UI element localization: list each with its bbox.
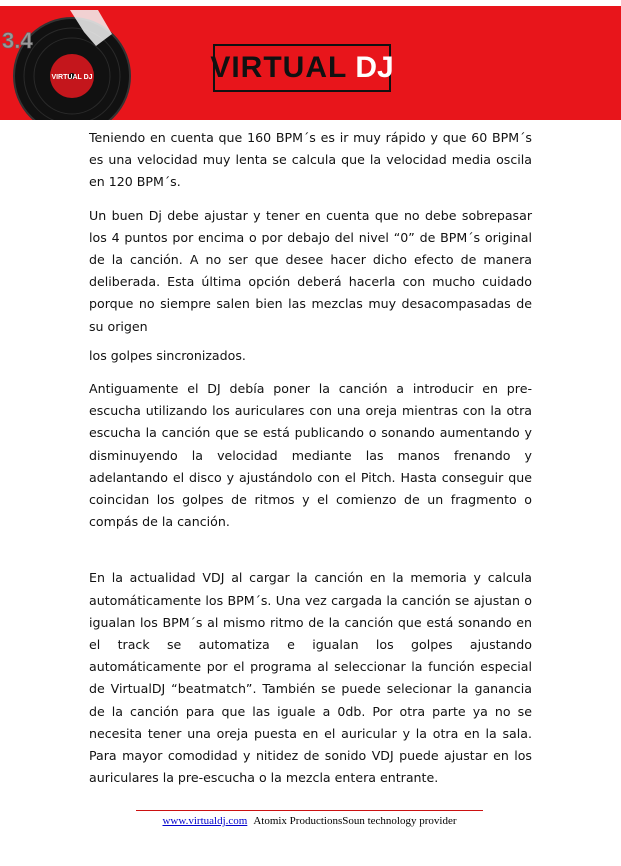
disc-label: VIRTUAL DJ (51, 74, 93, 81)
page-footer (136, 815, 483, 827)
paragraph: Antiguamente el DJ debía poner la canción a introducir en pre-escucha utilizando los auriculares con una oreja mientras con la otra escucha la canción que se está publicando o sonando aumentando y disminuyendo la velocidad mediante las manos frenando y adelantando el disco y ajustándolo con el Pitch. Hasta conseguir que coincidan los golpes de ritmos y el comienzo de un fragmento o compás de la canción. (89, 381, 532, 530)
page-header (0, 6, 621, 120)
paragraph: Teniendo en cuenta que 160 BPM´s es ir muy rápido y que 60 BPM´s es una velocidad muy lenta se calcula que la velocidad media oscila en 120 BPM´s. (89, 130, 532, 190)
paragraph: los golpes sincronizados. (89, 347, 246, 363)
footer-divider (136, 810, 483, 811)
virtualdj-logo (210, 44, 394, 92)
logo-word-virtual: VIRTUAL (210, 51, 348, 84)
paragraph: En la actualidad VDJ al cargar la canción en la memoria y calcula automáticamente los BPM´s. Una vez cargada la canción se ajustan o igualan los BPM´s al mismo ritmo de la canción que está sonando en el track se automatiza e igualan los golpes ajustando automáticamente por el programa al seleccionar la función especial de VirtualDJ “beatmatch”. También se puede selecionar la ganancia de la canción para que las iguale a 0db. Por otra parte ya no se necesita tener una oreja puesta en el auricular y la otra en la sala. Para mayor comodidad y nitidez de sonido VDJ puede ajustar en los auriculares la pre-escucha o la mezcla entera entrante. (89, 570, 532, 786)
footer-text: Atomix ProductionsSoun technology provider (253, 815, 457, 827)
document-body (89, 127, 532, 800)
paragraph: Un buen Dj debe ajustar y tener en cuenta que no debe sobrepasar los 4 puntos por encima o por debajo del nivel “0” de BPM´s original de la canción. A no ser que desee hacer dicho efecto de manera deliberada. Esta última opción deberá hacerla con mucho cuidado porque no siempre salen bien las mezclas muy desacompasadas de su origen (89, 207, 532, 334)
logo-word-dj: DJ (355, 51, 394, 84)
version-number: 3.4 (2, 28, 33, 53)
vinyl-disc-logo (0, 6, 140, 120)
footer-website-link[interactable]: www.virtualdj.com (162, 815, 248, 827)
